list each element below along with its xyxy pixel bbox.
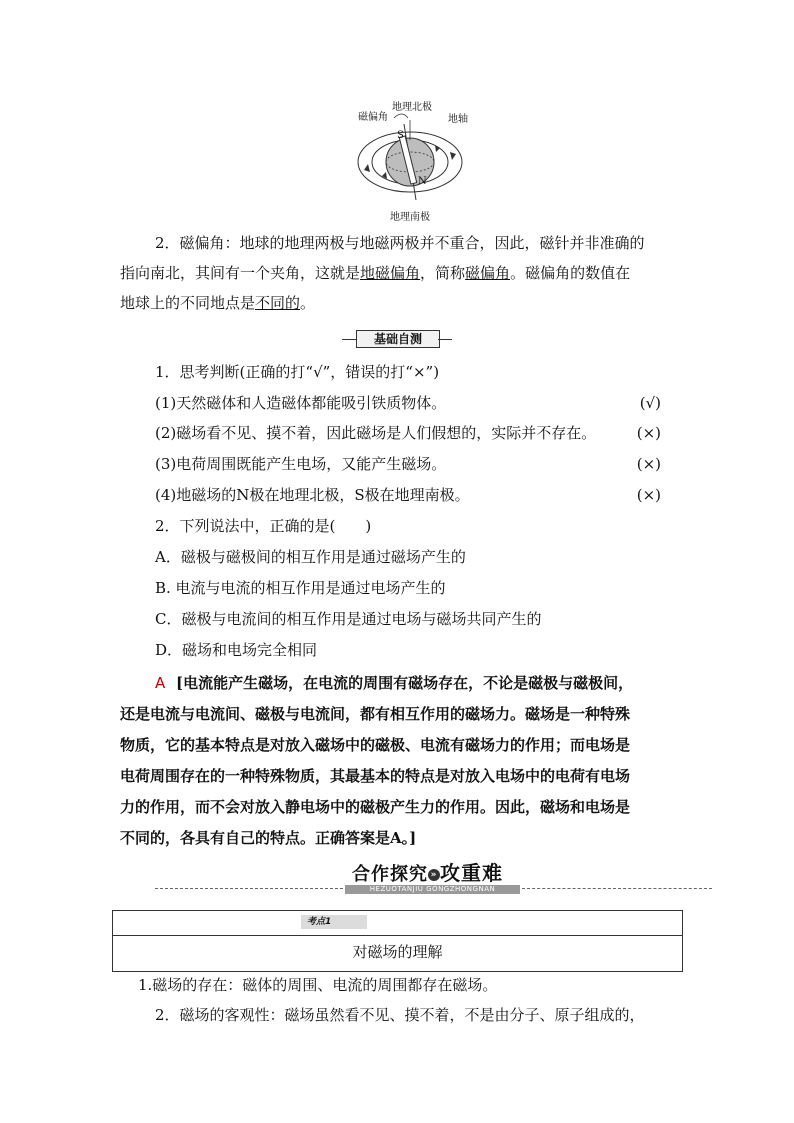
judgment-4-mark: (×) xyxy=(636,486,661,504)
section-dash-right xyxy=(522,888,712,889)
badge-line-right xyxy=(438,339,452,340)
field-arrow-left xyxy=(364,164,370,172)
label-s-pole: S xyxy=(397,130,404,141)
judgment-1-mark: (√) xyxy=(639,394,661,412)
field-arrow-right xyxy=(450,152,456,160)
declination-arc xyxy=(394,114,408,118)
section-subtitle: HEZUOTANJIU GONGZHONGNAN xyxy=(345,885,520,894)
intro-line-2: 指向南北，其间有一个夹角，这就是地磁偏角，简称磁偏角。磁偏角的数值在 xyxy=(120,264,631,282)
explanation-line-6: 不同的，各具有自己的特点。正确答案是A。] xyxy=(120,829,417,847)
option-a: A．磁极与磁极间的相互作用是通过磁场产生的 xyxy=(155,548,466,566)
label-n-pole: N xyxy=(418,176,427,187)
section-dash-left xyxy=(155,888,343,889)
judgment-2: (2)磁场看不见、摸不着，因此磁场是人们假想的，实际并不存在。 (×) xyxy=(155,424,661,442)
intro-line-1: 2．磁偏角：地球的地理两极与地磁两极并不重合，因此，磁针并非准确的 xyxy=(155,234,645,252)
judgment-1: (1)天然磁体和人造磁体都能吸引铁质物体。 (√) xyxy=(155,394,661,412)
self-test-badge xyxy=(342,330,452,348)
explanation-line-1: A [电流能产生磁场，在电流的周围有磁场存在，不论是磁极与磁极间， xyxy=(155,674,634,692)
label-declination: 磁偏角 xyxy=(358,112,388,123)
section-title: 合作探究 » 攻重难 xyxy=(352,861,503,885)
term-declination: 磁偏角 xyxy=(465,264,511,282)
judgment-2-mark: (×) xyxy=(636,424,661,442)
self-test-badge-label: 基础自测 xyxy=(356,330,440,348)
body-p2: 2．磁场的客观性：磁场虽然看不见、摸不着，不是由分子、原子组成的， xyxy=(155,1006,645,1024)
field-arrow-inner-right xyxy=(435,145,440,152)
section-arrow-icon: » xyxy=(428,869,440,881)
explanation-line-5: 力的作用，而不会对放入静电场中的磁极产生力的作用。因此，磁场和电场是 xyxy=(120,798,631,816)
q1-stem: 1．思考判断(正确的打“√”，错误的打“×”) xyxy=(155,363,440,381)
option-b: B. 电流与电流的相互作用是通过电场产生的 xyxy=(155,579,446,597)
label-geo-north: 地理北极 xyxy=(392,102,432,113)
kaodian-box xyxy=(112,910,683,972)
kaodian-divider xyxy=(113,935,682,936)
judgment-4: (4)地磁场的N极在地理北极，S极在地理南极。 (×) xyxy=(155,486,661,504)
judgment-3-mark: (×) xyxy=(636,455,661,473)
label-axis: 地轴 xyxy=(448,114,468,125)
q2-stem: 2．下列说法中，正确的是( ) xyxy=(155,517,372,535)
explanation-line-4: 电荷周围存在的一种特殊物质，其最基本的特点是对放入电场中的电荷有电场 xyxy=(120,767,631,785)
judgment-3: (3)电荷周围既能产生电场，又能产生磁场。 (×) xyxy=(155,455,661,473)
intro-line-3: 地球上的不同地点是不同的。 xyxy=(120,294,316,312)
option-d: D．磁场和电场完全相同 xyxy=(155,641,318,659)
kaodian-title: 对磁场的理解 xyxy=(352,943,443,961)
label-geo-south: 地理南极 xyxy=(390,212,430,223)
explanation-line-3: 物质，它的基本特点是对放入磁场中的磁极、电流有磁场力的作用；而电场是 xyxy=(120,736,631,754)
answer-letter: A xyxy=(155,674,166,692)
option-c: C．磁极与电流间的相互作用是通过电场与磁场共同产生的 xyxy=(155,610,542,628)
term-geomagnetic-declination: 地磁偏角 xyxy=(360,264,421,282)
explanation-line-2: 还是电流与电流间、磁极与电流间，都有相互作用的磁场力。磁场是一种特殊 xyxy=(120,705,631,723)
body-p1: 1.磁场的存在：磁体的周围、电流的周围都存在磁场。 xyxy=(138,976,498,994)
term-different: 不同的 xyxy=(255,294,301,312)
badge-line-left xyxy=(342,339,356,340)
earth-magnetic-field-figure xyxy=(352,96,472,224)
kaodian-tag: 考点1 xyxy=(301,915,367,929)
